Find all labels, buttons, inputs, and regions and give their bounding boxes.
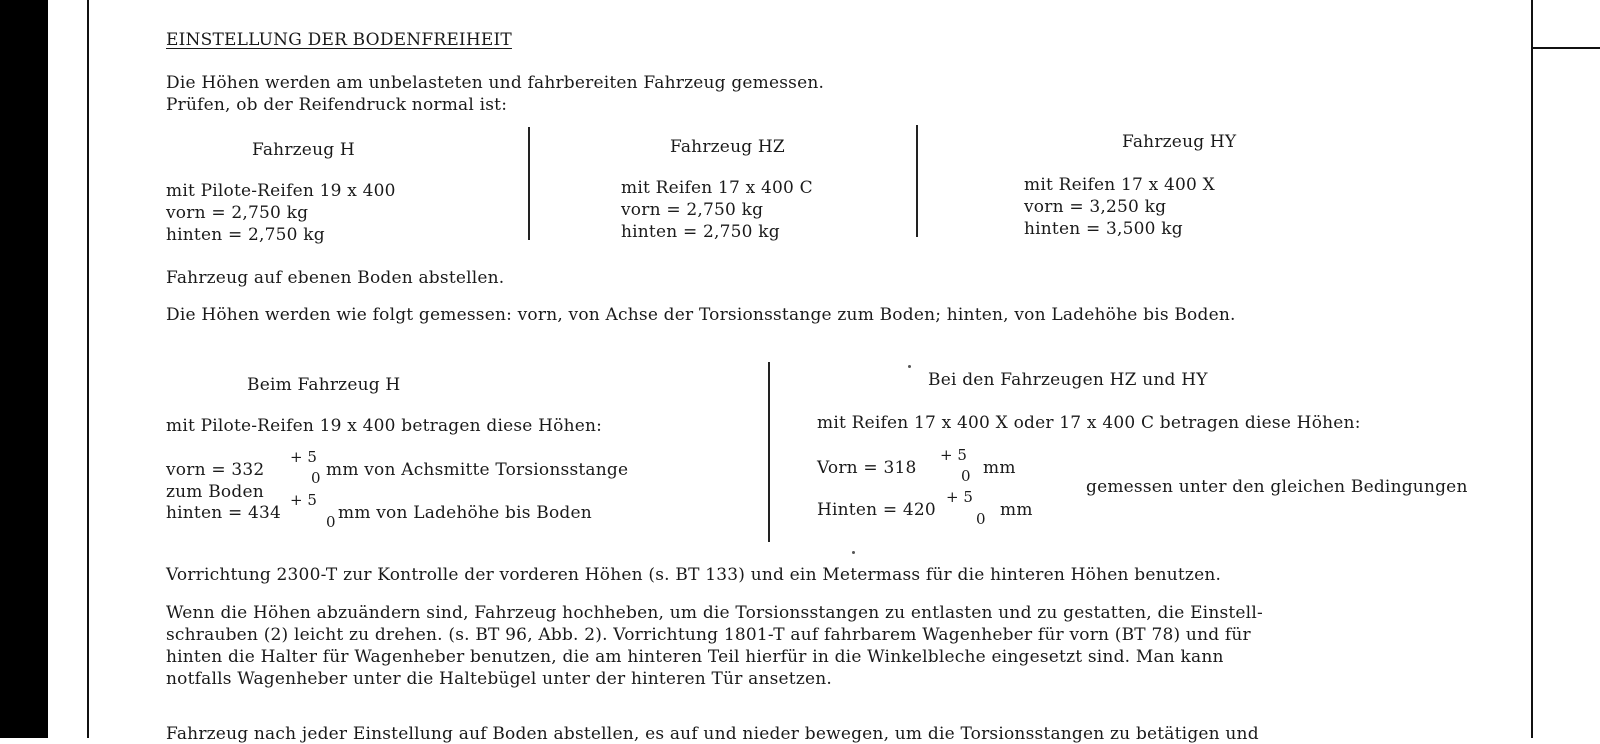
vehicle-hy-line: mit Reifen 17 x 400 X bbox=[1024, 175, 1215, 195]
unit-mm: mm bbox=[1000, 500, 1033, 520]
tolerance-zero: 0 bbox=[326, 513, 336, 531]
page-frame-right bbox=[1531, 0, 1533, 738]
vehicle-heading-hy: Fahrzeug HY bbox=[1122, 132, 1237, 152]
tool-note: Vorrichtung 2300-T zur Kontrolle der vorderen Höhen (s. BT 133) und ein Metermass für die hinteren Höhen benutzen. bbox=[166, 565, 1222, 585]
heights-h-front-label: vorn = 332 bbox=[166, 460, 265, 480]
heights-hzhy-heading: Bei den Fahrzeugen HZ und HY bbox=[928, 370, 1208, 390]
scan-speck bbox=[908, 365, 911, 368]
adjust-para-line: Wenn die Höhen abzuändern sind, Fahrzeug hochheben, um die Torsionsstangen zu entlasten und zu gestatten, die Einstell- bbox=[166, 603, 1263, 623]
page-frame-left bbox=[87, 0, 89, 738]
scan-speck bbox=[852, 551, 855, 554]
heights-h-rear-text: mm von Ladehöhe bis Boden bbox=[338, 503, 592, 523]
heights-h-front-text2: zum Boden bbox=[166, 482, 264, 502]
intro-line: Prüfen, ob der Reifendruck normal ist: bbox=[166, 95, 508, 115]
tolerance-zero: 0 bbox=[976, 510, 986, 528]
heights-h-heading: Beim Fahrzeug H bbox=[247, 375, 401, 395]
measure-method: Die Höhen werden wie folgt gemessen: vorn, von Achse der Torsionsstange zum Boden; hinten, von Ladehöhe bis Boden. bbox=[166, 305, 1236, 325]
vehicle-hy-line: hinten = 3,500 kg bbox=[1024, 219, 1183, 239]
heights-hzhy-front-label: Vorn = 318 bbox=[817, 458, 917, 478]
cut-off-line: Fahrzeug nach jeder Einstellung auf Boden abstellen, es auf und nieder bewegen, um die Torsionsstangen zu betätigen und bbox=[166, 724, 1259, 744]
intro-line: Die Höhen werden am unbelasteten und fahrbereiten Fahrzeug gemessen. bbox=[166, 73, 825, 93]
adjust-para-line: hinten die Halter für Wagenheber benutzen, die am hinteren Teil hierfür in die Winkelbleche eingesetzt sind. Man kann bbox=[166, 647, 1224, 667]
vehicle-hy-line: vorn = 3,250 kg bbox=[1024, 197, 1167, 217]
heights-h-tyres: mit Pilote-Reifen 19 x 400 betragen diese Höhen: bbox=[166, 416, 603, 436]
conditions-note: gemessen unter den gleichen Bedingungen bbox=[1086, 477, 1468, 497]
column-divider bbox=[768, 362, 770, 542]
scan-margin-bar bbox=[0, 0, 48, 738]
vehicle-h-line: vorn = 2,750 kg bbox=[166, 203, 309, 223]
adjust-para-line: schrauben (2) leicht zu drehen. (s. BT 96, Abb. 2). Vorrichtung 1801-T auf fahrbarem Wagenheber für vorn (BT 78) und für bbox=[166, 625, 1251, 645]
page-title: EINSTELLUNG DER BODENFREIHEIT bbox=[166, 30, 512, 50]
vehicle-hz-line: vorn = 2,750 kg bbox=[621, 200, 764, 220]
vehicle-heading-h: Fahrzeug H bbox=[252, 140, 355, 160]
tolerance-plus: + 5 bbox=[290, 448, 317, 466]
tolerance-plus: + 5 bbox=[946, 488, 973, 506]
heights-h-front-text: mm von Achsmitte Torsionsstange bbox=[326, 460, 629, 480]
heights-h-rear-label: hinten = 434 bbox=[166, 503, 282, 523]
vehicle-h-line: hinten = 2,750 kg bbox=[166, 225, 325, 245]
column-divider bbox=[528, 127, 530, 240]
tolerance-plus: + 5 bbox=[940, 446, 967, 464]
page-frame-tick bbox=[1533, 47, 1600, 49]
tolerance-plus: + 5 bbox=[290, 491, 317, 509]
vehicle-heading-hz: Fahrzeug HZ bbox=[670, 137, 785, 157]
tolerance-zero: 0 bbox=[961, 467, 971, 485]
adjust-para-line: notfalls Wagenheber unter die Haltebügel unter der hinteren Tür ansetzen. bbox=[166, 669, 833, 689]
vehicle-hz-line: hinten = 2,750 kg bbox=[621, 222, 780, 242]
unit-mm: mm bbox=[983, 458, 1016, 478]
heights-hzhy-tyres: mit Reifen 17 x 400 X oder 17 x 400 C betragen diese Höhen: bbox=[817, 413, 1361, 433]
column-divider bbox=[916, 125, 918, 237]
level-ground-note: Fahrzeug auf ebenen Boden abstellen. bbox=[166, 268, 505, 288]
vehicle-hz-line: mit Reifen 17 x 400 C bbox=[621, 178, 813, 198]
tolerance-zero: 0 bbox=[311, 469, 321, 487]
heights-hzhy-rear-label: Hinten = 420 bbox=[817, 500, 936, 520]
vehicle-h-line: mit Pilote-Reifen 19 x 400 bbox=[166, 181, 396, 201]
